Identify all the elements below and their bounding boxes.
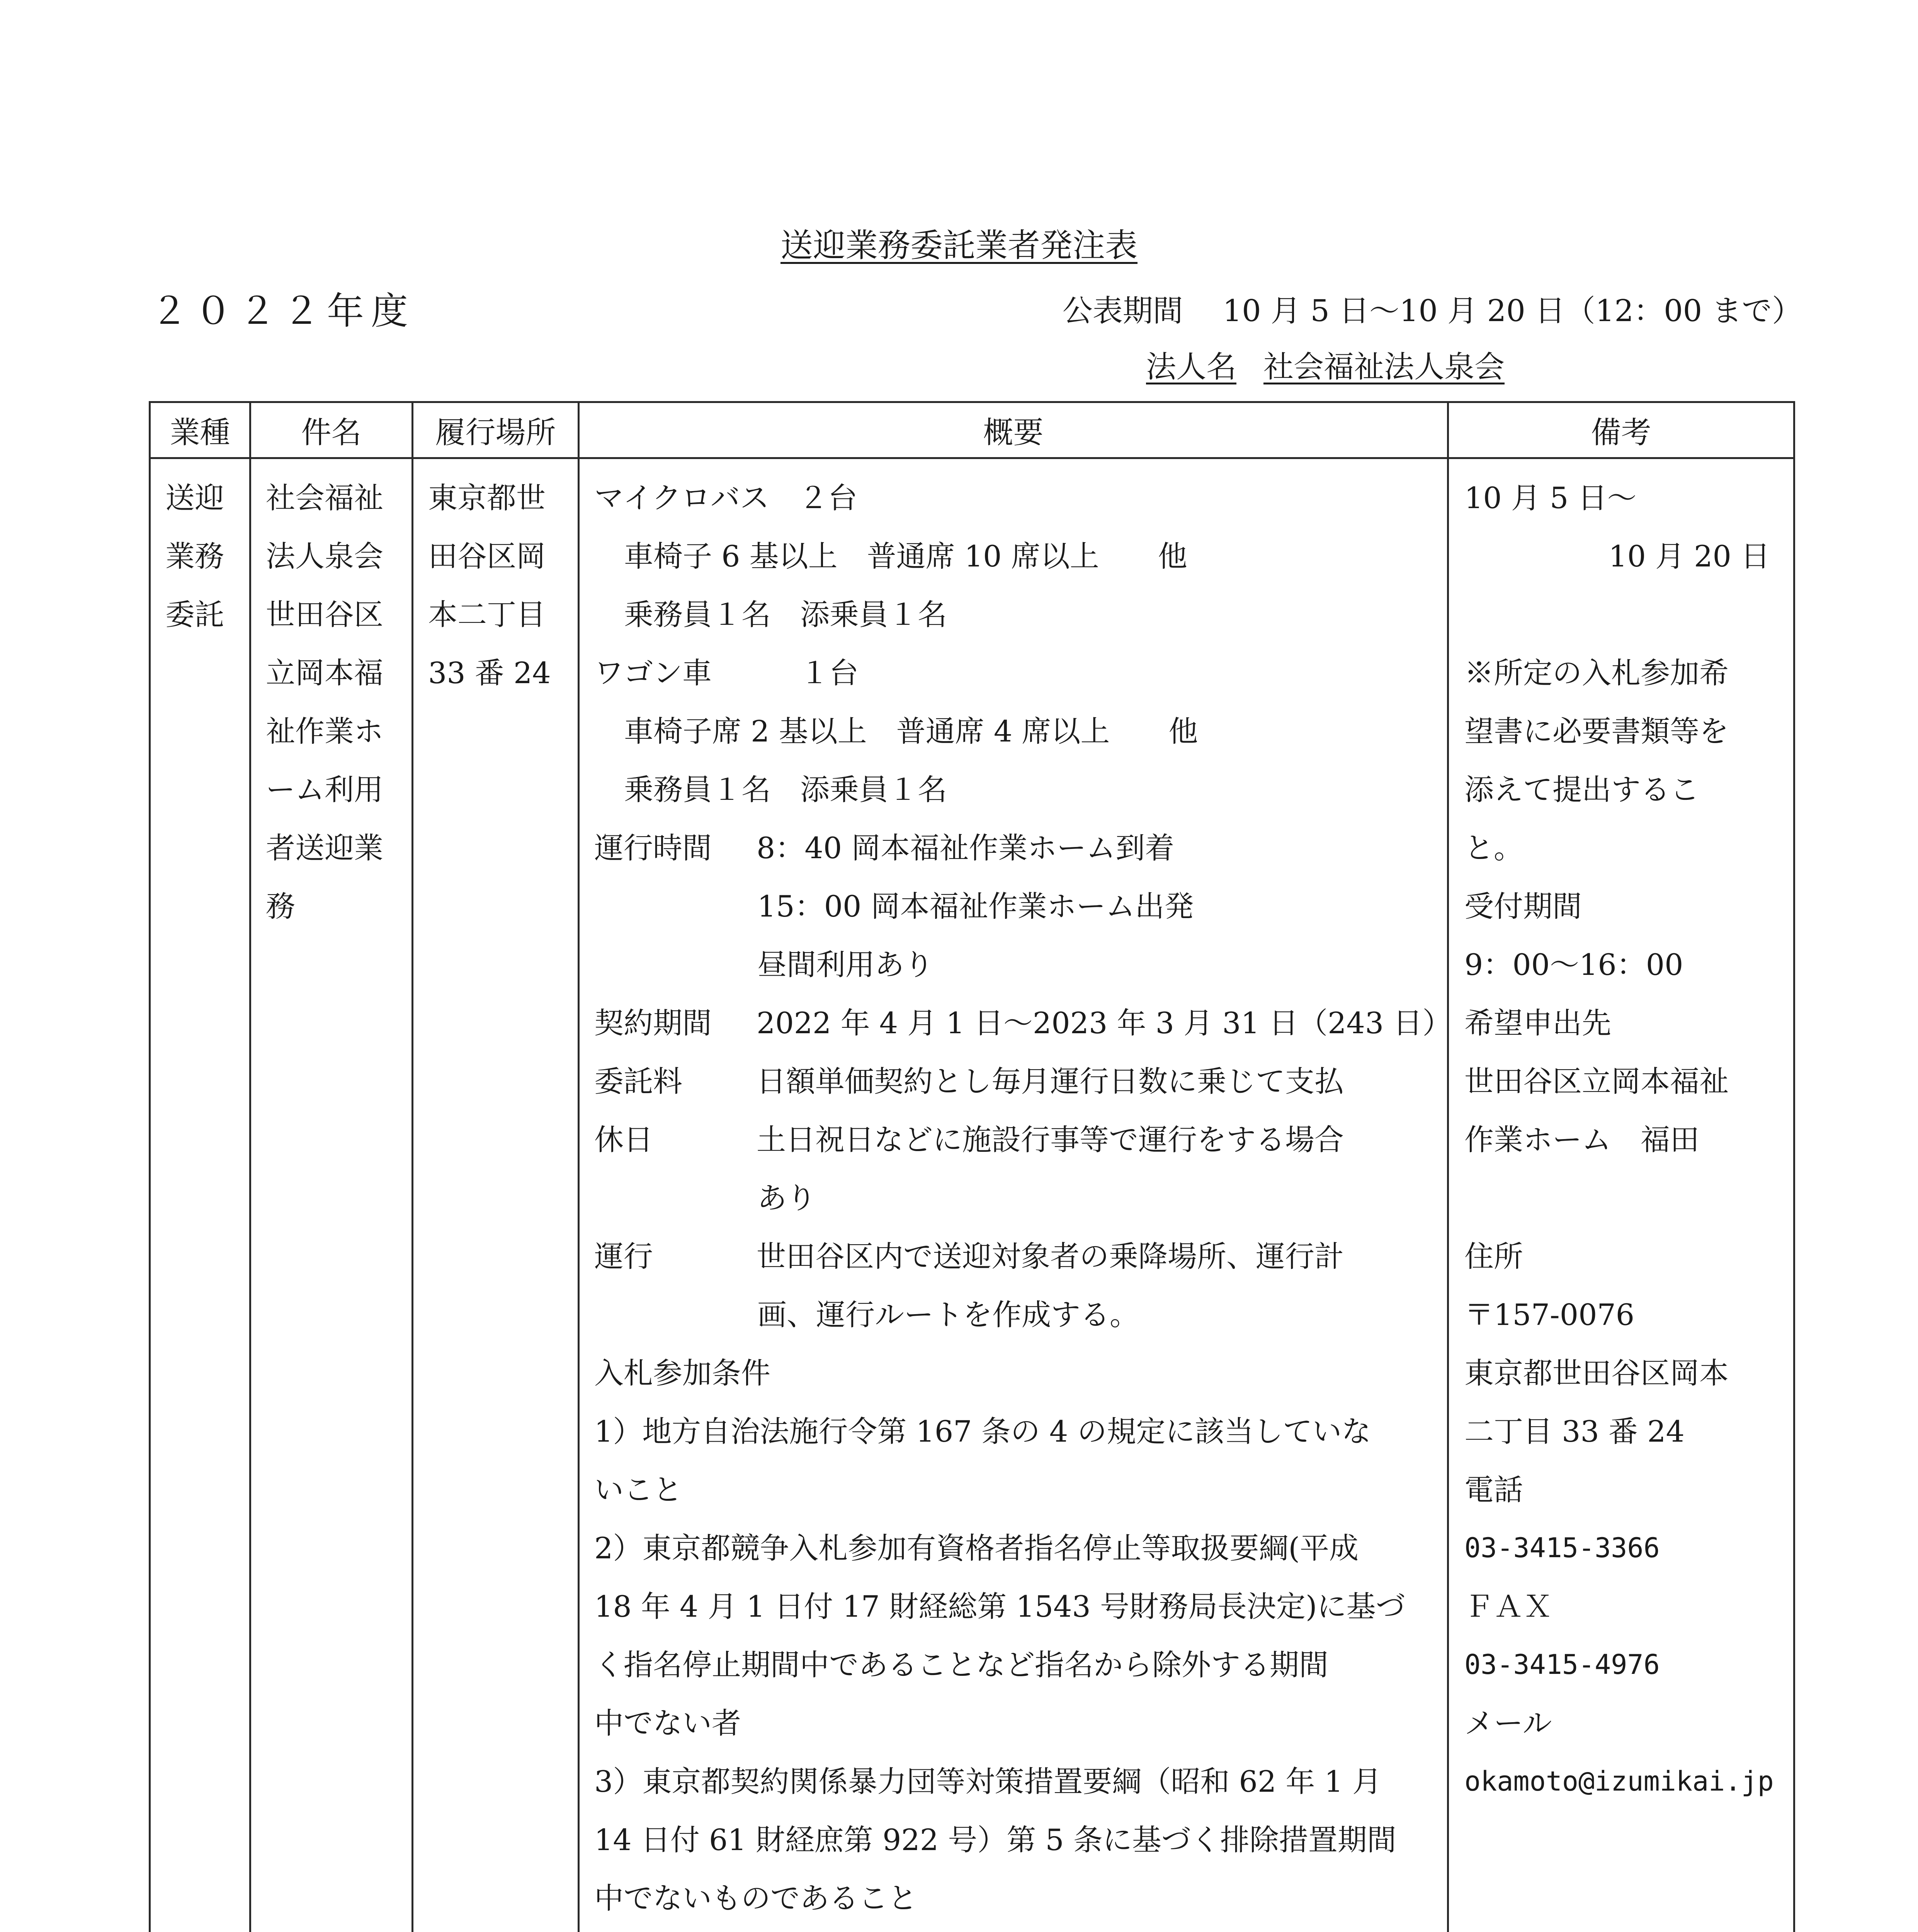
condition-line: 3）東京都契約関係暴力団等対策措置要綱（昭和 62 年 1 月 [594, 1764, 1382, 1799]
header-business-type: 業種 [150, 402, 250, 458]
mail-label: メール [1464, 1706, 1552, 1740]
apply-label: 希望申出先 [1464, 1006, 1611, 1040]
subject-line: 者送迎業 [266, 831, 383, 865]
document-title-text: 送迎業務委託業者発注表 [780, 226, 1138, 264]
header-subject: 件名 [250, 402, 413, 458]
subject-line: 祉作業ホ [266, 714, 383, 748]
micro-bus-crew-line: 乗務員１名 添乗員１名 [624, 597, 947, 632]
holiday-line: あり [757, 1181, 816, 1215]
reception-hours: 9：00〜16：00 [1464, 947, 1683, 982]
remarks-spacer [1449, 1169, 1793, 1227]
subject-line: 世田谷区 [266, 597, 383, 632]
wagon-crew-line: 乗務員１名 添乗員１名 [624, 772, 947, 807]
condition-line: 中でないものであること [594, 1881, 917, 1915]
publication-period [1063, 290, 1802, 332]
subject-line: 務 [266, 889, 295, 923]
micro-bus-line: マイクロバス ２台 [594, 481, 857, 515]
address-line: 東京都世田谷区岡本 [1464, 1356, 1729, 1390]
order-table [149, 401, 1795, 1932]
mail-address: okamoto@izumikai.jp [1464, 1765, 1774, 1797]
location-line: 本二丁目 [428, 597, 546, 632]
apply-line: 世田谷区立岡本福祉 [1464, 1064, 1729, 1099]
phone-number: 03-3415-3366 [1464, 1532, 1660, 1564]
subject-line: 社会福祉 [266, 481, 383, 515]
corporation-name [1146, 346, 1505, 388]
publication-period-value: 10 月 5 日〜10 月 20 日（12：00 まで） [1223, 294, 1802, 328]
condition-line [580, 1927, 1447, 1932]
condition-line: 1）地方自治法施行令第 167 条の 4 の規定に該当していな [594, 1414, 1371, 1449]
apply-line: 作業ホーム 福田 [1464, 1122, 1699, 1157]
condition-line: 中でない者 [594, 1706, 741, 1740]
business-type-cell [150, 458, 250, 1932]
subject-cell [250, 458, 413, 1932]
address-line: 二丁目 33 番 24 [1464, 1414, 1685, 1449]
business-type-line: 委託 [165, 597, 224, 632]
address-label: 住所 [1464, 1239, 1523, 1274]
reception-label: 受付期間 [1464, 889, 1582, 923]
phone-label: 電話 [1464, 1473, 1523, 1507]
document-title [0, 224, 1918, 267]
operating-hours-value: 8：40 岡本福祉作業ホーム到着 [757, 831, 1175, 865]
operating-hours-label: 運行時間 [594, 831, 712, 865]
fax-number: 03-3415-4976 [1464, 1649, 1660, 1680]
location-line: 田谷区岡 [428, 539, 546, 573]
fee-label: 委託料 [594, 1064, 682, 1099]
publication-period-label: 公表期間 [1062, 294, 1183, 328]
remarks-period-start: 10 月 5 日〜 [1464, 481, 1637, 515]
fee-line [580, 1052, 1447, 1111]
operation-line: 画、運行ルートを作成する。 [757, 1298, 1139, 1332]
contract-period-line [580, 994, 1452, 1052]
table-row [150, 458, 1794, 1932]
operating-hours-line: 昼間利用あり [757, 947, 933, 982]
condition-line: 2）東京都競争入札参加有資格者指名停止等取扱要綱(平成 [594, 1531, 1359, 1565]
subject-line: 立岡本福 [266, 656, 383, 690]
wagon-seats-line: 車椅子席 2 基以上 普通席 4 席以上 他 [624, 714, 1198, 748]
fee-value: 日額単価契約とし毎月運行日数に乗じて支払 [757, 1064, 1344, 1099]
holiday-label: 休日 [594, 1122, 653, 1157]
corporation-value: 社会福祉法人泉会 [1263, 350, 1505, 384]
operation-label: 運行 [594, 1239, 653, 1274]
remarks-cell [1448, 458, 1794, 1932]
remarks-notice-line: 望書に必要書類等を [1464, 714, 1729, 748]
remarks-notice-line: と。 [1464, 831, 1523, 865]
holiday-value: 土日祝日などに施設行事等で運行をする場合 [757, 1122, 1344, 1157]
business-type-line: 送迎 [165, 481, 224, 515]
wagon-line: ワゴン車 １台 [594, 656, 859, 690]
corporation-label: 法人名 [1146, 350, 1236, 384]
holiday-line [580, 1111, 1447, 1169]
remarks-notice-line: ※所定の入札参加希 [1464, 656, 1729, 690]
contract-period-value: 2022 年 4 月 1 日〜2023 年 3 月 31 日（243 日） [757, 1006, 1452, 1040]
location-line: 33 番 24 [428, 656, 551, 690]
fiscal-year: ２０２２年度 [151, 289, 415, 333]
location-line: 東京都世 [428, 481, 546, 515]
remarks-notice-line: 添えて提出するこ [1464, 772, 1699, 807]
subject-line: ーム利用 [266, 772, 383, 807]
condition-line: く指名停止期間中であることなど指名から除外する期間 [594, 1648, 1328, 1682]
business-type-line: 業務 [165, 539, 224, 573]
remarks-period-end: 10 月 20 日 [1609, 539, 1770, 573]
condition-line: 14 日付 61 財経庶第 922 号）第 5 条に基づく排除措置期間 [594, 1823, 1396, 1857]
conditions-heading: 入札参加条件 [594, 1356, 770, 1390]
postal-code: 〒157-0076 [1464, 1298, 1635, 1332]
operation-value: 世田谷区内で送迎対象者の乗降場所、運行計 [757, 1239, 1344, 1274]
condition-line: 18 年 4 月 1 日付 17 財経総第 1543 号財務局長決定)に基づ [594, 1589, 1405, 1624]
subject-line: 法人泉会 [266, 539, 383, 573]
operating-hours-line: 15：00 岡本福祉作業ホーム出発 [757, 889, 1194, 923]
header-remarks: 備考 [1448, 402, 1794, 458]
remarks-spacer [1449, 585, 1793, 644]
micro-bus-seats-line: 車椅子 6 基以上 普通席 10 席以上 他 [624, 539, 1187, 573]
overview-cell [579, 458, 1452, 1932]
location-cell [413, 458, 579, 1932]
header-overview: 概要 [579, 402, 1448, 458]
table-header-row [150, 402, 1794, 458]
contract-period-label: 契約期間 [594, 1006, 712, 1040]
condition-line: いこと [594, 1473, 682, 1507]
operating-hours-line [580, 819, 1447, 877]
header-location: 履行場所 [413, 402, 579, 458]
fax-label: ＦＡＸ [1464, 1589, 1552, 1624]
operation-line [580, 1227, 1447, 1286]
